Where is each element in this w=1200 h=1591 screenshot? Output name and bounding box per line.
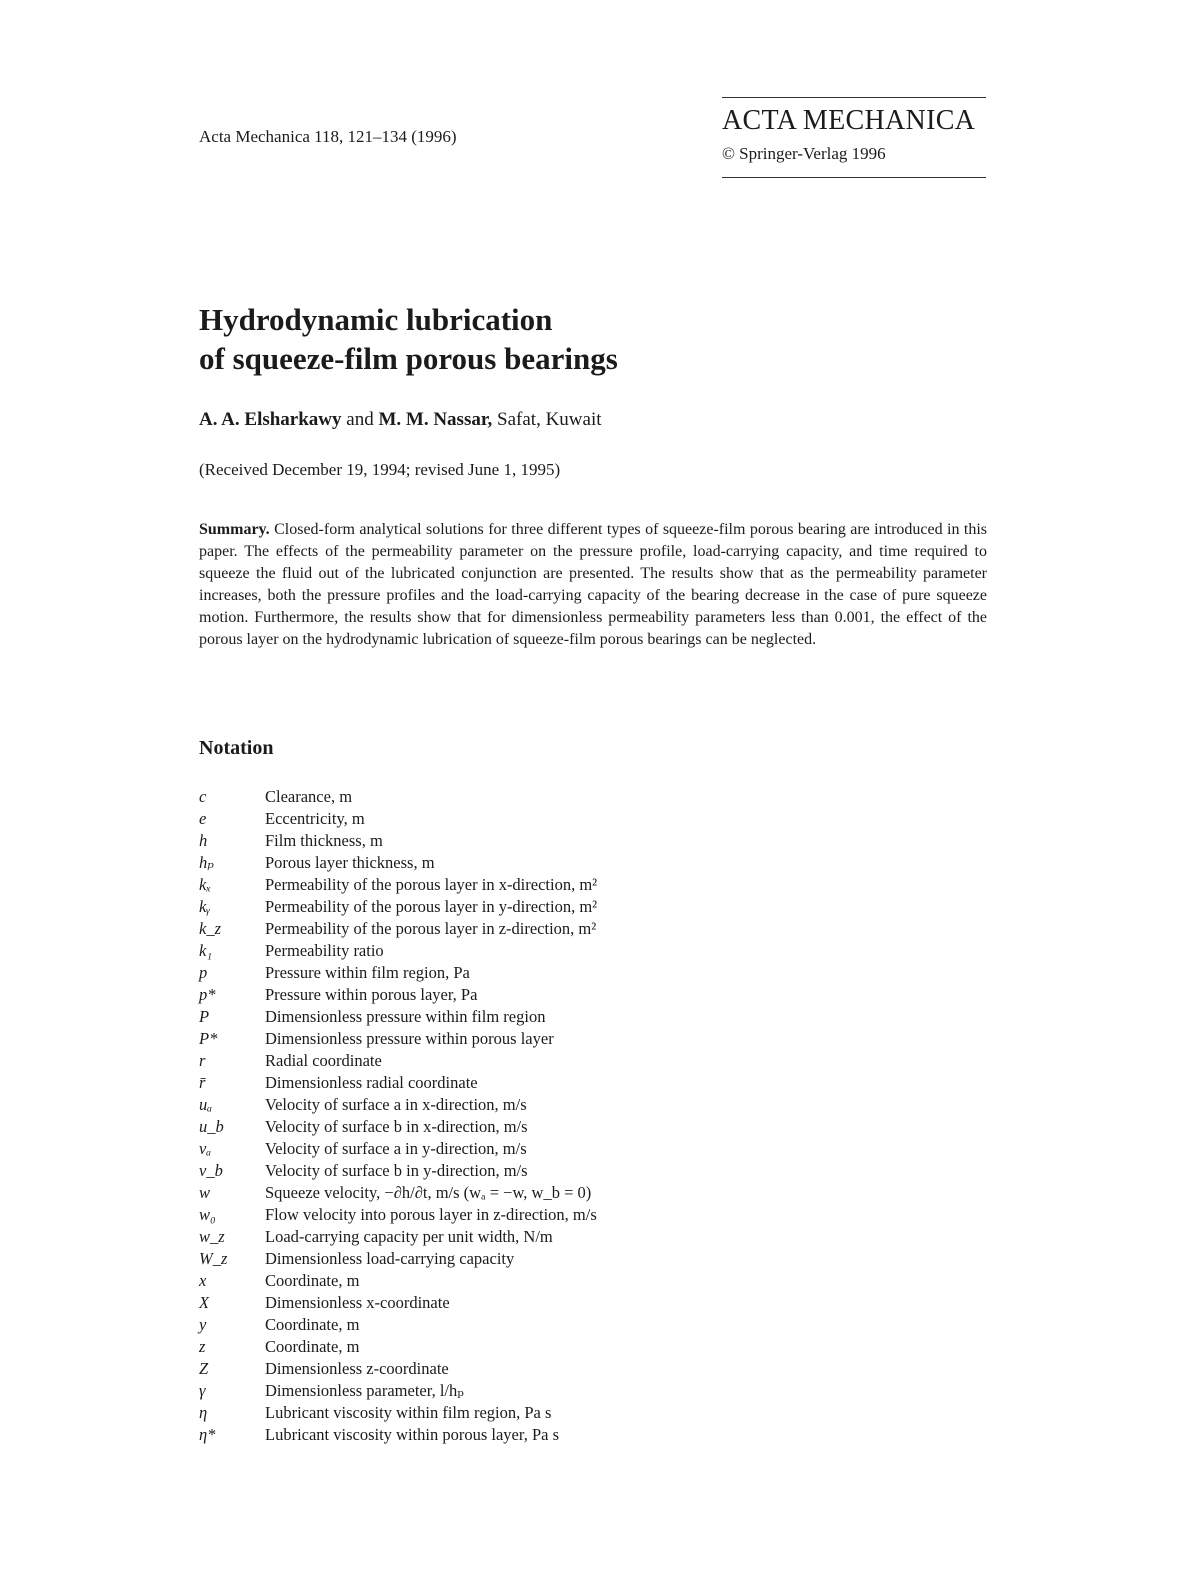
notation-description: Coordinate, m bbox=[265, 1271, 360, 1290]
notation-description: Permeability ratio bbox=[265, 941, 384, 960]
notation-symbol: u_b bbox=[199, 1117, 224, 1136]
notation-row bbox=[199, 852, 999, 874]
notation-row bbox=[199, 1116, 999, 1138]
notation-row bbox=[199, 1182, 999, 1204]
notation-row bbox=[199, 1226, 999, 1248]
summary-text: Closed-form analytical solutions for three different types of squeeze-film porous bearing are introduced in this paper. The effects of the permeability parameter on the pressure profile, load-carrying capacity, and time required to squeeze the fluid out of the lubricated conjunction are presented. The results show that as the permeability parameter increases, both the pressure profiles and the load-carrying capacity of the bearing decrease in the case of pure squeeze motion. Furthermore, the results show that for dimensionless permeability parameters less than 0.001, the effect of the porous layer on the hydrodynamic lubrication of squeeze-film porous bearings can be neglected. bbox=[199, 521, 988, 648]
notation-symbol: P bbox=[199, 1007, 210, 1026]
notation-symbol: r̄ bbox=[199, 1073, 206, 1092]
notation-symbol: w₀ bbox=[199, 1205, 216, 1224]
notation-description: Coordinate, m bbox=[265, 1315, 360, 1334]
notation-row bbox=[199, 1402, 999, 1424]
author-location: Safat, Kuwait bbox=[497, 409, 602, 430]
notation-row bbox=[199, 918, 999, 940]
journal-name: ACTA MECHANICA bbox=[722, 105, 976, 136]
notation-row bbox=[199, 1028, 999, 1050]
authors bbox=[199, 409, 602, 431]
top-rule bbox=[722, 97, 986, 98]
notation-description: Eccentricity, m bbox=[265, 809, 365, 828]
notation-description: Dimensionless z-coordinate bbox=[265, 1359, 449, 1378]
notation-description: Radial coordinate bbox=[265, 1051, 382, 1070]
journal-citation: Acta Mechanica 118, 121–134 (1996) bbox=[199, 127, 457, 146]
notation-row bbox=[199, 1314, 999, 1336]
journal-box bbox=[722, 97, 986, 178]
notation-row bbox=[199, 1248, 999, 1270]
notation-row bbox=[199, 984, 999, 1006]
authors-and: and bbox=[346, 409, 374, 430]
notation-row bbox=[199, 1160, 999, 1182]
notation-description: Flow velocity into porous layer in z-direction, m/s bbox=[265, 1205, 597, 1224]
notation-symbol: w bbox=[199, 1183, 211, 1202]
notation-symbol: p* bbox=[199, 985, 216, 1004]
title-line-1: Hydrodynamic lubrication bbox=[199, 302, 553, 337]
notation-symbol: v_b bbox=[199, 1161, 223, 1180]
notation-symbol: X bbox=[199, 1293, 210, 1312]
notation-description: Velocity of surface a in y-direction, m/s bbox=[265, 1139, 527, 1158]
notation-symbol: uₐ bbox=[199, 1095, 213, 1114]
notation-row bbox=[199, 1292, 999, 1314]
notation-row bbox=[199, 1094, 999, 1116]
notation-description: Coordinate, m bbox=[265, 1337, 360, 1356]
notation-description: Dimensionless x-coordinate bbox=[265, 1293, 450, 1312]
notation-description: Clearance, m bbox=[265, 787, 353, 806]
bottom-rule bbox=[722, 177, 986, 178]
notation-symbol: h bbox=[199, 831, 208, 850]
notation-symbol: Z bbox=[199, 1359, 209, 1378]
notation-symbol: z bbox=[199, 1337, 206, 1356]
notation-description: Permeability of the porous layer in y-direction, m² bbox=[265, 897, 598, 916]
notation-symbol: k_z bbox=[199, 919, 221, 938]
paper-title bbox=[199, 300, 618, 378]
author-1: A. A. Elsharkawy bbox=[199, 409, 342, 430]
notation-description: Porous layer thickness, m bbox=[265, 853, 435, 872]
notation-row bbox=[199, 896, 999, 918]
notation-row bbox=[199, 1138, 999, 1160]
notation-description: Dimensionless radial coordinate bbox=[265, 1073, 478, 1092]
notation-symbol: c bbox=[199, 787, 207, 806]
notation-description: Velocity of surface a in x-direction, m/s bbox=[265, 1095, 527, 1114]
notation-row bbox=[199, 1072, 999, 1094]
notation-description: Lubricant viscosity within porous layer, Pa s bbox=[265, 1425, 560, 1444]
notation-list bbox=[199, 786, 999, 1446]
notation-symbol: P* bbox=[199, 1029, 218, 1048]
notation-symbol: kₓ bbox=[199, 875, 212, 894]
summary-label: Summary. bbox=[199, 521, 270, 538]
notation-symbol: k₁ bbox=[199, 941, 213, 960]
notation-row bbox=[199, 962, 999, 984]
copyright: © Springer-Verlag 1996 bbox=[722, 144, 886, 163]
notation-symbol: vₐ bbox=[199, 1139, 212, 1158]
notation-description: Dimensionless pressure within film region bbox=[265, 1007, 546, 1026]
notation-symbol: γ bbox=[199, 1381, 206, 1400]
notation-row bbox=[199, 786, 999, 808]
author-2: M. M. Nassar, bbox=[378, 409, 493, 430]
notation-row bbox=[199, 1204, 999, 1226]
notation-row bbox=[199, 808, 999, 830]
notation-description: Lubricant viscosity within film region, Pa s bbox=[265, 1403, 552, 1422]
notation-description: Velocity of surface b in y-direction, m/s bbox=[265, 1161, 528, 1180]
notation-row bbox=[199, 1050, 999, 1072]
notation-description: Permeability of the porous layer in x-direction, m² bbox=[265, 875, 598, 894]
notation-description: Pressure within porous layer, Pa bbox=[265, 985, 478, 1004]
notation-row bbox=[199, 1380, 999, 1402]
notation-description: Dimensionless pressure within porous layer bbox=[265, 1029, 554, 1048]
notation-row bbox=[199, 940, 999, 962]
notation-description: Dimensionless load-carrying capacity bbox=[265, 1249, 515, 1268]
notation-symbol: hₚ bbox=[199, 853, 214, 872]
notation-symbol: e bbox=[199, 809, 207, 828]
notation-symbol: p bbox=[199, 963, 208, 982]
notation-row bbox=[199, 830, 999, 852]
notation-row bbox=[199, 1358, 999, 1380]
notation-symbol: kᵧ bbox=[199, 897, 211, 916]
notation-row bbox=[199, 1006, 999, 1028]
notation-row bbox=[199, 1336, 999, 1358]
notation-symbol: r bbox=[199, 1051, 206, 1070]
notation-description: Velocity of surface b in x-direction, m/s bbox=[265, 1117, 528, 1136]
notation-row bbox=[199, 874, 999, 896]
notation-symbol: w_z bbox=[199, 1227, 225, 1246]
summary bbox=[199, 519, 987, 651]
notation-description: Load-carrying capacity per unit width, N/m bbox=[265, 1227, 553, 1246]
notation-symbol: x bbox=[199, 1271, 207, 1290]
notation-symbol: η* bbox=[199, 1425, 216, 1444]
notation-description: Pressure within film region, Pa bbox=[265, 963, 470, 982]
notation-description: Dimensionless parameter, l/hₚ bbox=[265, 1381, 464, 1400]
notation-heading: Notation bbox=[199, 737, 274, 759]
notation-row bbox=[199, 1270, 999, 1292]
received-dates: (Received December 19, 1994; revised June 1, 1995) bbox=[199, 460, 561, 479]
notation-symbol: W_z bbox=[199, 1249, 228, 1268]
notation-description: Film thickness, m bbox=[265, 831, 383, 850]
notation-symbol: η bbox=[199, 1403, 208, 1422]
notation-description: Squeeze velocity, −∂h/∂t, m/s (wₐ = −w, w_b = 0) bbox=[265, 1183, 592, 1202]
notation-symbol: y bbox=[199, 1315, 207, 1334]
notation-row bbox=[199, 1424, 999, 1446]
title-line-2: of squeeze-film porous bearings bbox=[199, 341, 618, 376]
notation-description: Permeability of the porous layer in z-direction, m² bbox=[265, 919, 597, 938]
